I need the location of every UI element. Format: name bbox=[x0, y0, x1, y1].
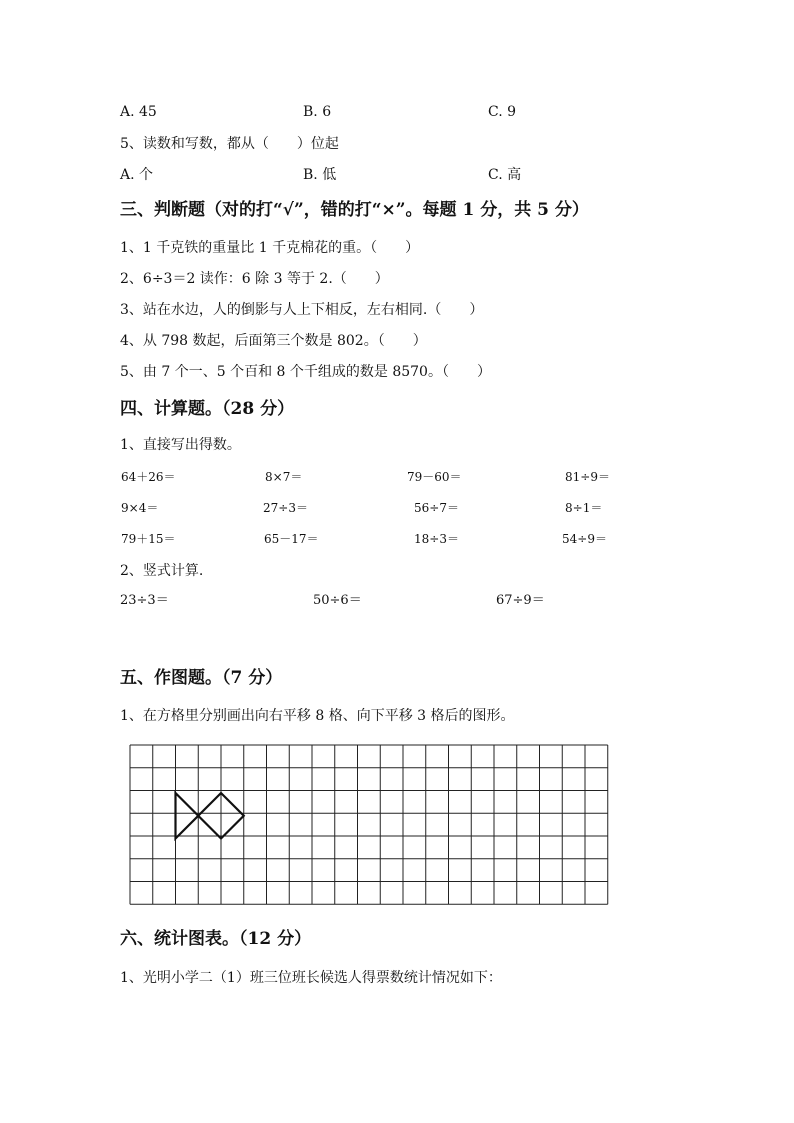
calc-r1c3: 79－60＝ bbox=[407, 470, 462, 484]
calc-r2c4: 8÷1＝ bbox=[565, 501, 603, 515]
calc-r3c4: 54÷9＝ bbox=[562, 532, 607, 546]
q5-option-b: B. 低 bbox=[303, 167, 337, 183]
vertical-calc-2: 50÷6＝ bbox=[313, 593, 362, 608]
statistics-q1: 1、光明小学二（1）班三位班长候选人得票数统计情况如下： bbox=[120, 970, 502, 986]
q5-option-c: C. 高 bbox=[488, 167, 522, 183]
grid-lines bbox=[130, 745, 608, 904]
section4-title: 四、计算题。（28 分） bbox=[120, 399, 295, 419]
calc-r3c1: 79＋15＝ bbox=[121, 532, 176, 546]
left-triangle-shape bbox=[176, 793, 199, 839]
judge-item-1: 1、1 千克铁的重量比 1 千克棉花的重。（ ） bbox=[120, 240, 420, 256]
judge-item-3: 3、站在水边，人的倒影与人上下相反，左右相同.（ ） bbox=[120, 302, 484, 318]
vertical-calc-3: 67÷9＝ bbox=[496, 593, 545, 608]
calc-q1-label: 1、直接写出得数。 bbox=[120, 437, 241, 453]
section5-title: 五、作图题。（7 分） bbox=[120, 668, 283, 688]
calc-r1c2: 8×7＝ bbox=[265, 470, 303, 484]
calc-r2c1: 9×4＝ bbox=[121, 501, 159, 515]
vertical-calc-1: 23÷3＝ bbox=[120, 593, 169, 608]
judge-item-2: 2、6÷3＝2 读作：6 除 3 等于 2.（ ） bbox=[120, 271, 389, 287]
q5-stem: 5、读数和写数，都从（ ）位起 bbox=[120, 136, 339, 152]
calc-r1c4: 81÷9＝ bbox=[565, 470, 610, 484]
section3-title: 三、判断题（对的打“√”，错的打“×”。每题 1 分，共 5 分） bbox=[120, 200, 589, 220]
section6-title: 六、统计图表。（12 分） bbox=[120, 929, 312, 949]
judge-item-4: 4、从 798 数起，后面第三个数是 802。（ ） bbox=[120, 333, 427, 349]
calc-r3c2: 65－17＝ bbox=[264, 532, 319, 546]
q4-option-c: C. 9 bbox=[488, 104, 517, 120]
q5-option-a: A. 个 bbox=[120, 167, 154, 183]
drawing-q1: 1、在方格里分别画出向右平移 8 格、向下平移 3 格后的图形。 bbox=[120, 708, 515, 724]
calc-r2c3: 56÷7＝ bbox=[414, 501, 459, 515]
calc-r3c3: 18÷3＝ bbox=[414, 532, 459, 546]
q4-option-b: B. 6 bbox=[303, 104, 332, 120]
calc-q2-label: 2、竖式计算. bbox=[120, 563, 204, 579]
q4-option-a: A. 45 bbox=[120, 104, 157, 120]
calc-r1c1: 64＋26＝ bbox=[121, 470, 176, 484]
drawing-grid[interactable] bbox=[129, 744, 609, 907]
judge-item-5: 5、由 7 个一、5 个百和 8 个千组成的数是 8570。（ ） bbox=[120, 364, 491, 380]
calc-r2c2: 27÷3＝ bbox=[263, 501, 308, 515]
